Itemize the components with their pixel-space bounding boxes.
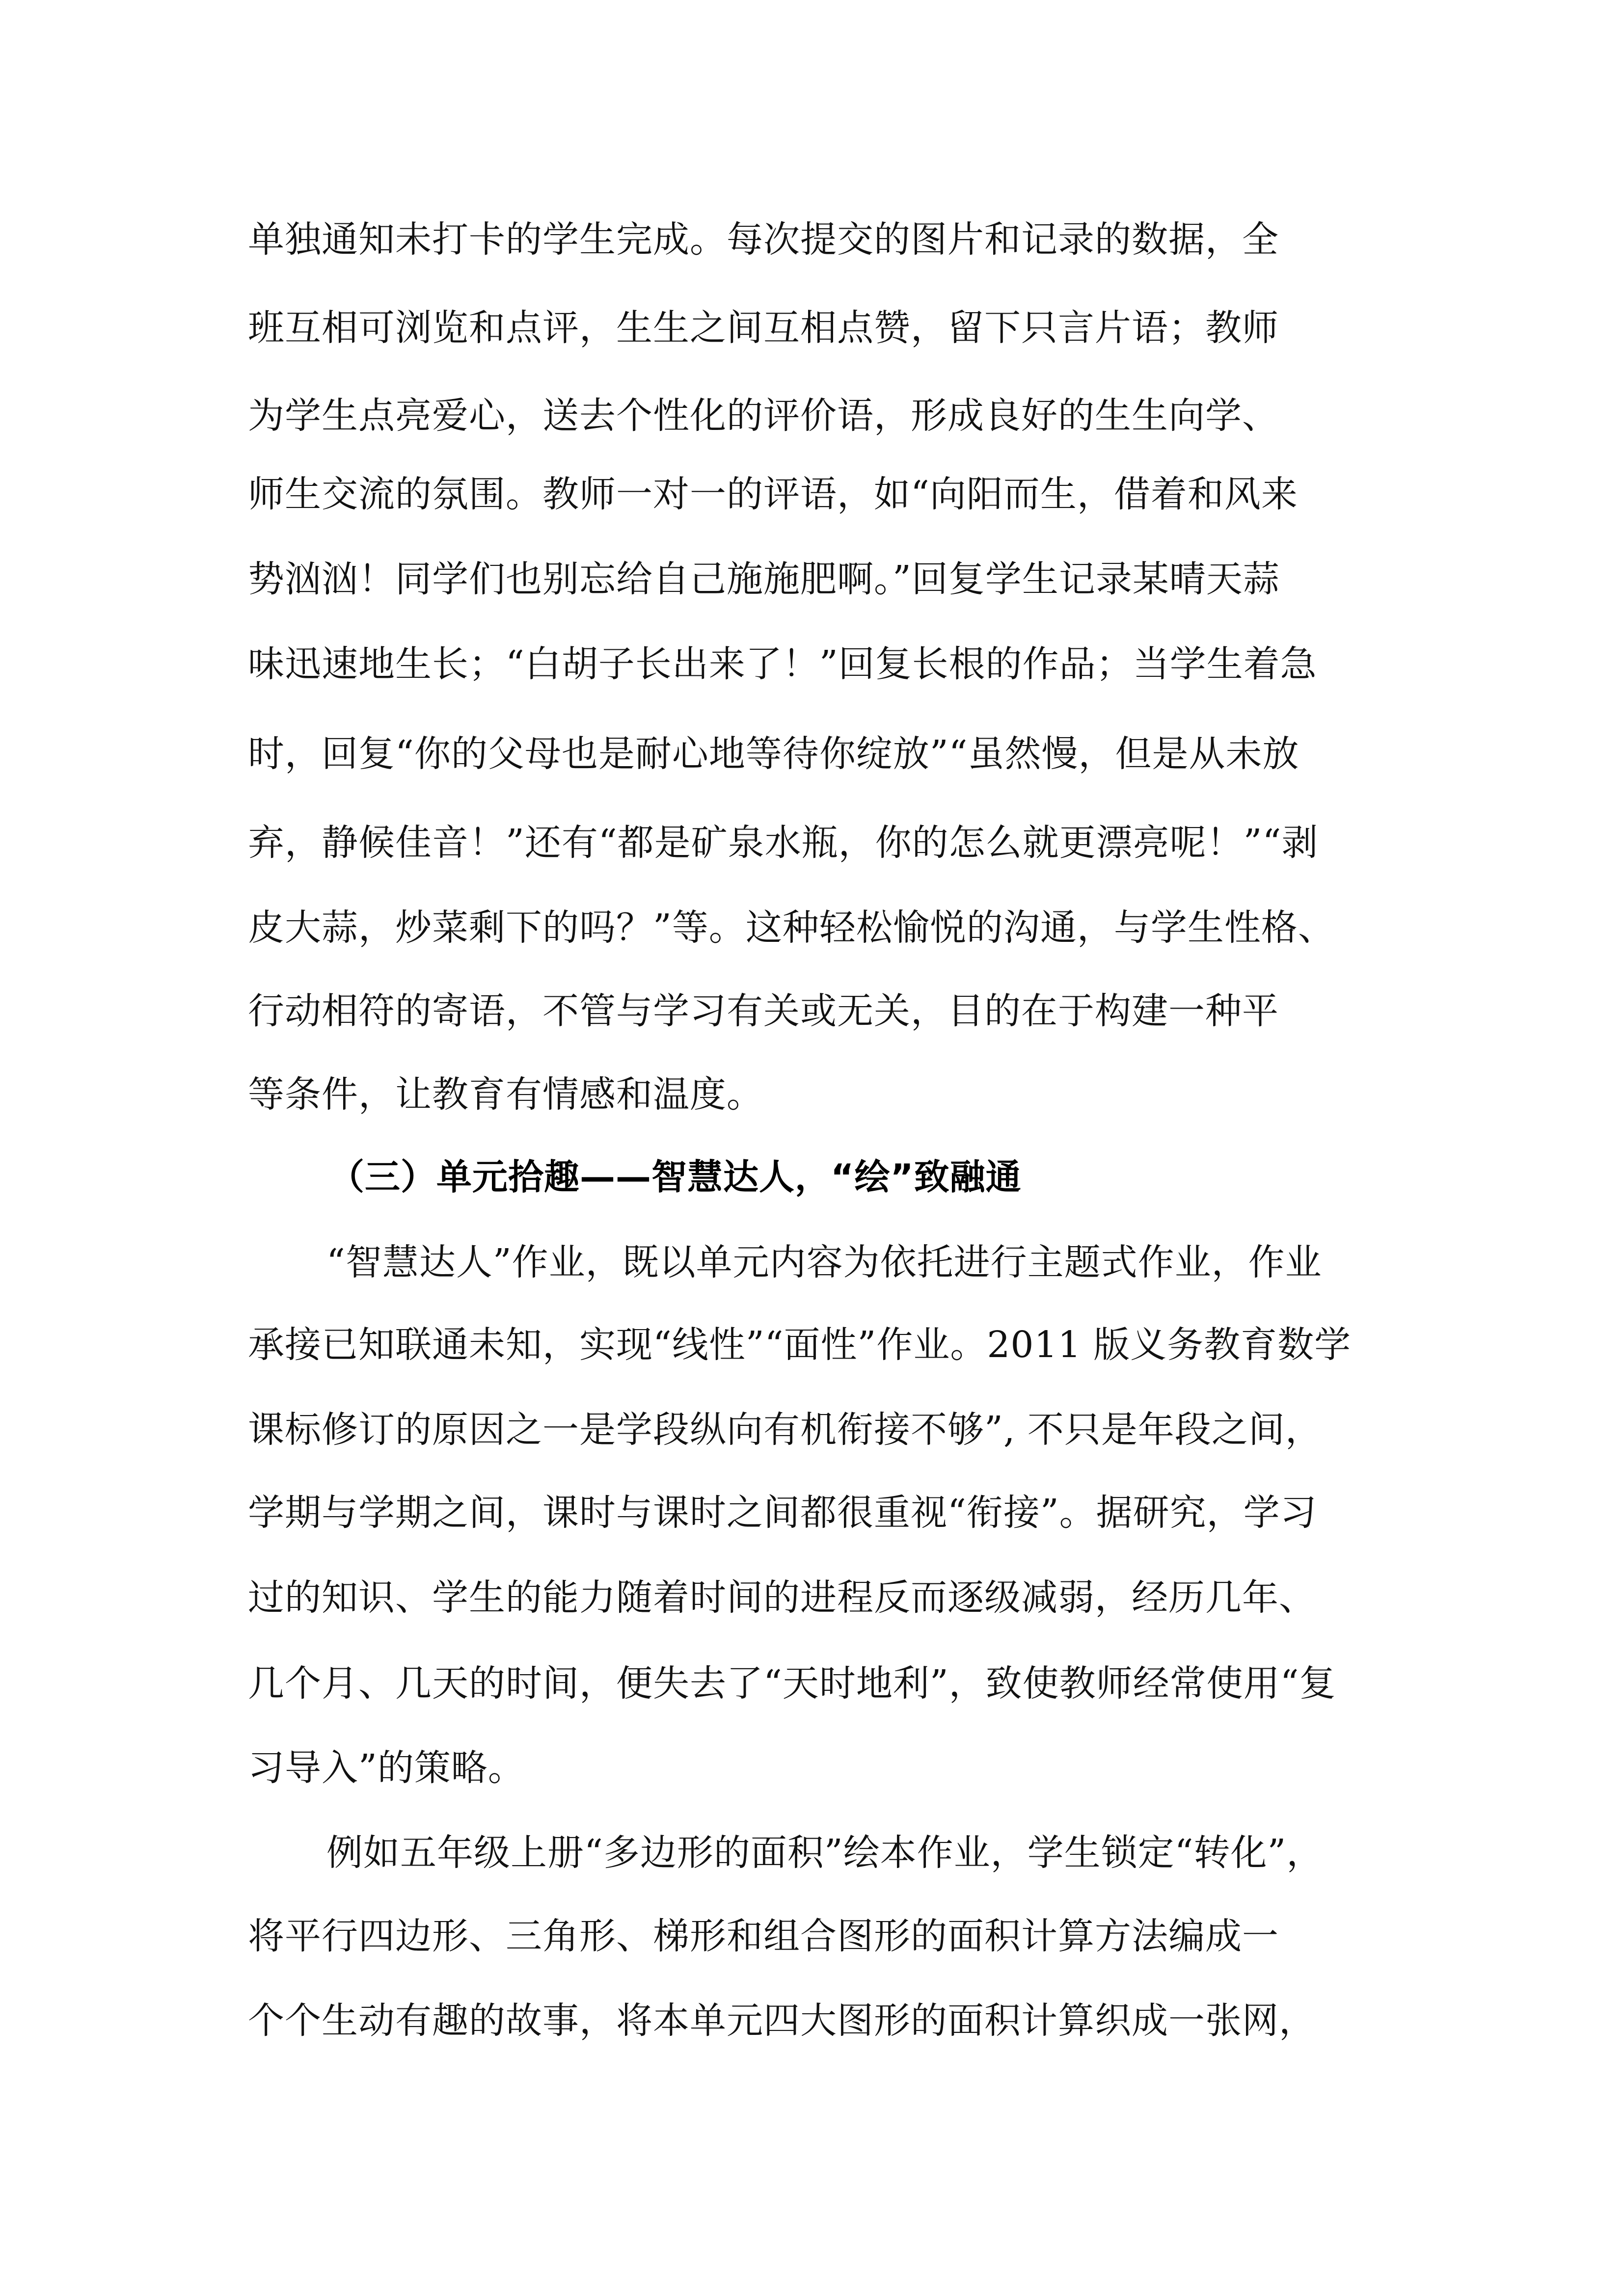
paragraph-first-line: 例如五年级上册“多边形的面积”绘本作业，学生锁定“转化”， (326, 1832, 1324, 1874)
paragraph-line: 班互相可浏览和点评，生生之间互相点赞，留下只言片语；教师 (248, 307, 1279, 349)
paragraph-line: 过的知识、学生的能力随着时间的进程反而逐级减弱，经历几年、 (248, 1576, 1316, 1619)
paragraph-line: 弃，静候佳音！”还有“都是矿泉水瓶，你的怎么就更漂亮呢！”“剥 (248, 822, 1319, 864)
paragraph-line: 为学生点亮爱心，送去个性化的评价语，形成良好的生生向学、 (248, 395, 1279, 437)
paragraph-line: 时，回复“你的父母也是耐心地等待你绽放”“虽然慢，但是从未放 (248, 733, 1299, 775)
paragraph-line: 单独通知未打卡的学生完成。每次提交的图片和记录的数据，全 (248, 218, 1279, 261)
paragraph-line: 师生交流的氛围。教师一对一的评语，如“向阳而生，借着和风来 (248, 473, 1298, 515)
paragraph-line: 几个月、几天的时间，便失去了“天时地利”，致使教师经常使用“复 (248, 1662, 1336, 1705)
paragraph-line: 承接已知联通未知，实现“线性”“面性”作业。2011 版义务教育数学 (248, 1324, 1352, 1366)
paragraph-line: 势汹汹！同学们也别忘给自己施施肥啊。”回复学生记录某晴天蒜 (248, 558, 1280, 600)
paragraph-line: 皮大蒜，炒菜剩下的吗？”等。这种轻松愉悦的沟通，与学生性格、 (248, 907, 1335, 949)
paragraph-line: 习导入”的策略。 (248, 1747, 525, 1789)
paragraph-first-line: “智慧达人”作业，既以单元内容为依托进行主题式作业，作业 (326, 1241, 1322, 1283)
paragraph-line: 个个生动有趣的故事，将本单元四大图形的面积计算织成一张网， (248, 2000, 1316, 2042)
section-heading: （三）单元拾趣——智慧达人，“绘”致融通 (329, 1156, 1022, 1198)
paragraph-line: 味迅速地生长；“白胡子长出来了！”回复长根的作品；当学生着急 (248, 643, 1317, 685)
paragraph-line: 学期与学期之间，课时与课时之间都很重视“衔接”。据研究，学习 (248, 1492, 1317, 1534)
paragraph-line: 等条件，让教育有情感和温度。 (248, 1073, 763, 1116)
paragraph-line: 课标修订的原因之一是学段纵向有机衔接不够”, 不只是年段之间， (248, 1409, 1322, 1451)
paragraph-line: 将平行四边形、三角形、梯形和组合图形的面积计算方法编成一 (248, 1915, 1279, 1957)
paragraph-line: 行动相符的寄语，不管与学习有关或无关，目的在于构建一种平 (248, 990, 1279, 1032)
